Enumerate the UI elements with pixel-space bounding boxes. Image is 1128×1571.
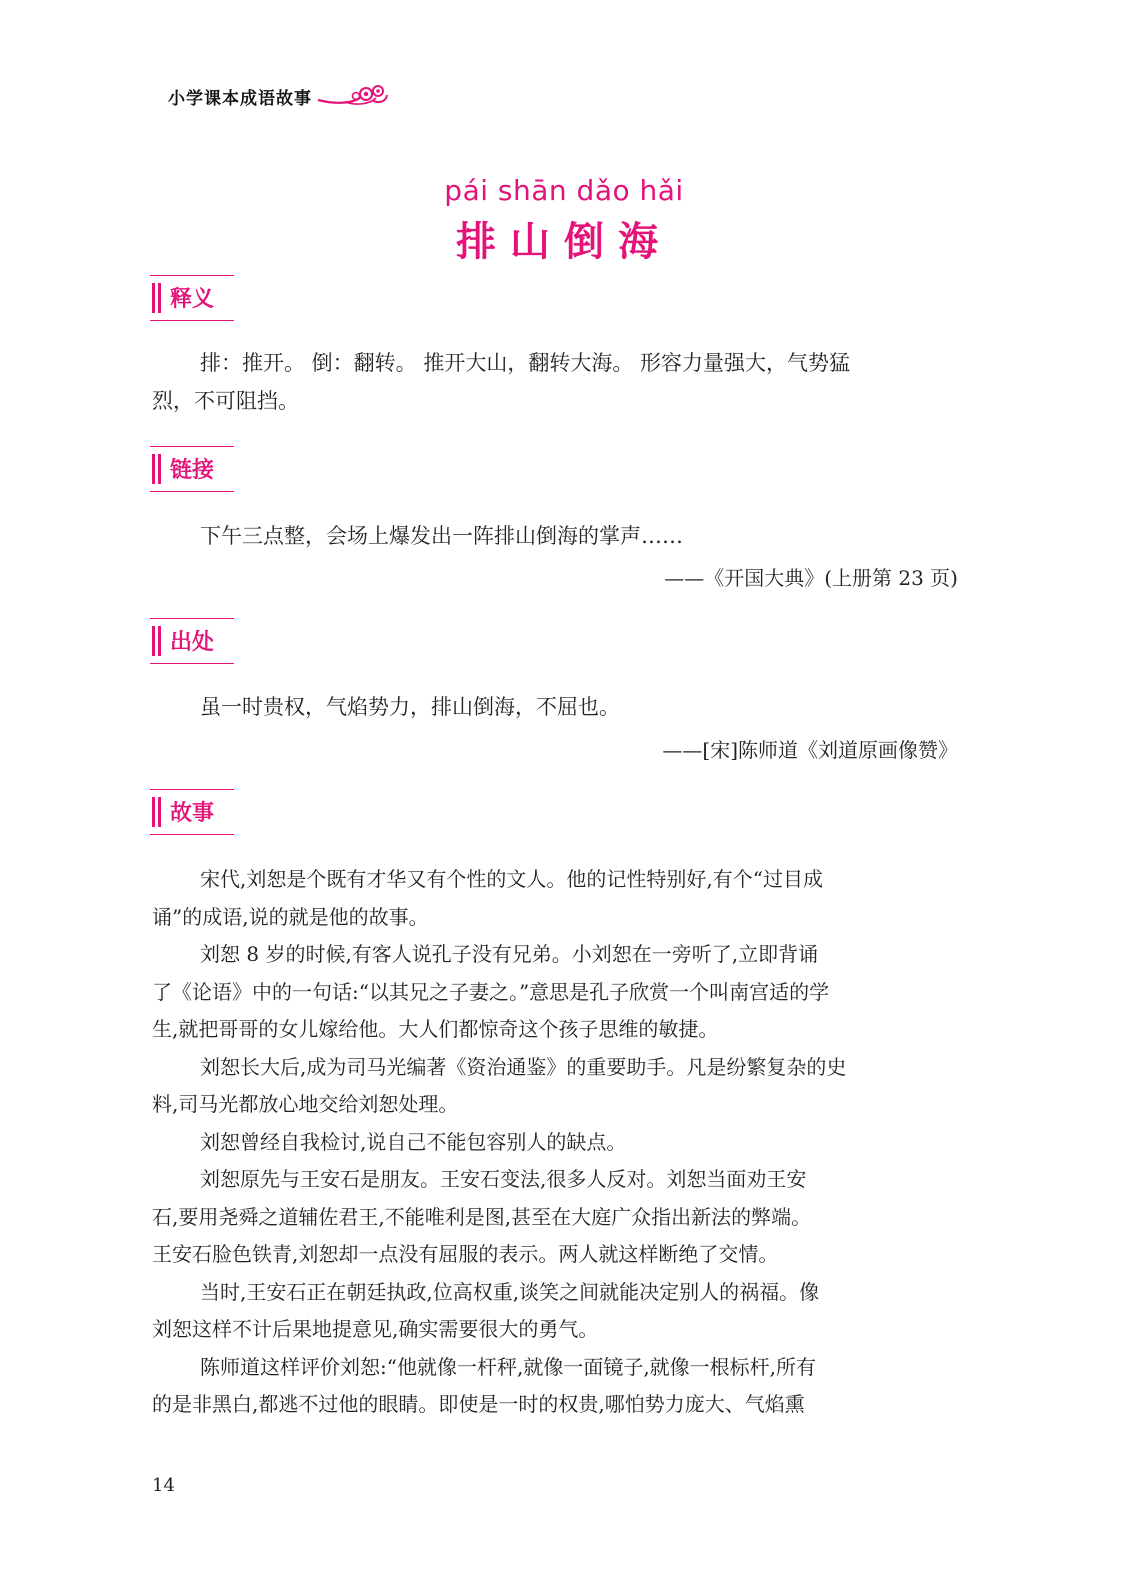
story-line: 料,司马光都放心地交给刘恕处理。 bbox=[152, 1092, 459, 1116]
story-line: 王安石脸色铁青,刘恕却一点没有屈服的表示。两人就这样断绝了交情。 bbox=[152, 1242, 779, 1266]
section-label: 故事 bbox=[170, 801, 215, 826]
section-bar bbox=[152, 454, 155, 484]
section-header-story bbox=[150, 789, 234, 835]
story-line: 刘恕 8 岁的时候,有客人说孔子没有兄弟。小刘恕在一旁听了,立即背诵 bbox=[200, 942, 819, 966]
running-head-text: 小学课本成语故事 bbox=[168, 88, 312, 109]
section-bar bbox=[152, 797, 155, 827]
section-bar bbox=[152, 283, 155, 313]
story-line: 当时,王安石正在朝廷执政,位高权重,谈笑之间就能决定别人的祸福。像 bbox=[200, 1279, 820, 1304]
origin-paragraph bbox=[152, 688, 962, 726]
story-line: 石,要用尧舜之道辅佐君王,不能唯利是图,甚至在大庭广众指出新法的弊端。 bbox=[152, 1204, 812, 1229]
section-header-link bbox=[150, 446, 234, 492]
meaning-line: 排：推开。 倒：翻转。 推开大山，翻转大海。 形容力量强大，气势猛 bbox=[200, 351, 851, 375]
cloud-ornament-icon bbox=[316, 82, 390, 110]
section-bar bbox=[152, 626, 155, 656]
idiom-pinyin: pái shān dǎo hǎi bbox=[444, 174, 684, 207]
section-bar bbox=[158, 626, 161, 656]
running-head bbox=[168, 82, 390, 110]
section-header-origin bbox=[150, 618, 234, 664]
story-line: 诵”的成语,说的就是他的故事。 bbox=[152, 904, 429, 929]
section-label: 链接 bbox=[170, 458, 215, 483]
section-label: 出处 bbox=[170, 630, 215, 655]
story-line: 刘恕长大后,成为司马光编著《资治通鉴》的重要助手。凡是纷繁复杂的史 bbox=[200, 1054, 847, 1079]
page-number: 14 bbox=[152, 1475, 175, 1496]
section-label: 释义 bbox=[170, 287, 215, 312]
section-bar bbox=[158, 454, 161, 484]
meaning-line: 烈，不可阻挡。 bbox=[152, 389, 299, 413]
story-line: 生,就把哥哥的女儿嫁给他。大人们都惊奇这个孩子思维的敏捷。 bbox=[152, 1017, 719, 1041]
section-bar bbox=[158, 283, 161, 313]
story-line: 陈师道这样评价刘恕:“他就像一杆秤,就像一面镜子,就像一根标杆,所有 bbox=[200, 1354, 817, 1379]
story-line: 刘恕原先与王安石是朋友。王安石变法,很多人反对。刘恕当面劝王安 bbox=[200, 1167, 807, 1191]
story-line: 刘恕曾经自我检讨,说自己不能包容别人的缺点。 bbox=[200, 1129, 627, 1154]
section-bar bbox=[158, 797, 161, 827]
link-paragraph bbox=[152, 517, 962, 555]
story-line: 宋代,刘恕是个既有才华又有个性的文人。他的记性特别好,有个“过目成 bbox=[200, 867, 823, 891]
origin-quote: 虽一时贵权，气焰势力，排山倒海，不屈也。 bbox=[200, 695, 620, 719]
link-source: ——《开国大典》(上册第 23 页) bbox=[664, 566, 958, 590]
story-line: 刘恕这样不计后果地提意见,确实需要很大的勇气。 bbox=[152, 1317, 599, 1341]
idiom-title: 排山倒海 bbox=[456, 219, 672, 265]
story-body bbox=[152, 861, 962, 1424]
meaning-paragraph bbox=[152, 344, 962, 420]
story-line: 了《论语》中的一句话:“以其兄之子妻之。”意思是孔子欣赏一个叫南宫适的学 bbox=[152, 979, 830, 1004]
link-quote: 下午三点整，会场上爆发出一阵排山倒海的掌声…… bbox=[200, 524, 683, 548]
story-line: 的是非黑白,都逃不过他的眼睛。即使是一时的权贵,哪怕势力庞大、气焰熏 bbox=[152, 1392, 805, 1416]
section-header-meaning bbox=[150, 275, 234, 321]
origin-source: ——[宋]陈师道《刘道原画像赞》 bbox=[662, 738, 958, 762]
